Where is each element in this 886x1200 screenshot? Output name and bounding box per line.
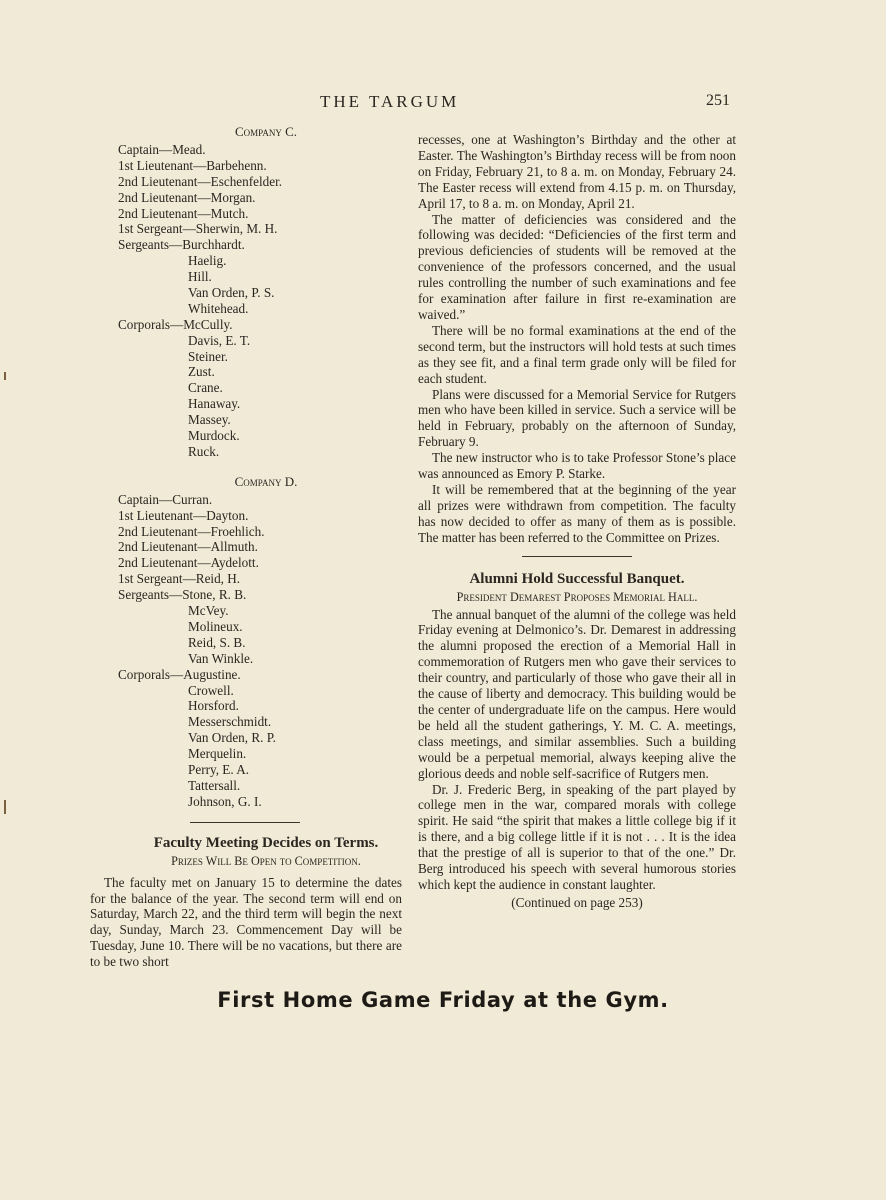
roster-line: Reid, S. B. — [188, 634, 246, 650]
roster-line: Whitehead. — [188, 300, 249, 316]
roster-line: Sergeants—Burchhardt. — [118, 237, 245, 253]
roster-line: 2nd Lieutenant—Aydelott. — [118, 555, 259, 571]
roster-line: Ruck. — [188, 443, 220, 459]
roster-line: Van Orden, P. S. — [188, 285, 275, 301]
company-c-heading: Company C. — [234, 124, 298, 139]
roster-line: 1st Sergeant—Reid, H. — [118, 571, 241, 587]
roster-line: Messerschmidt. — [188, 714, 272, 730]
roster-line: 1st Lieutenant—Dayton. — [118, 507, 249, 523]
company-c-roster — [118, 142, 402, 460]
roster-line: McVey. — [188, 603, 229, 619]
roster-line: 2nd Lieutenant—Mutch. — [118, 205, 249, 221]
faculty-headline: Faculty Meeting Decides on Terms. — [153, 834, 379, 851]
roster-line: 2nd Lieutenant—Froehlich. — [118, 523, 265, 539]
masthead-title: THE TARGUM — [320, 92, 460, 111]
faculty-paragraph-continued: recesses, one at Washington’s Birthday and the other at Easter. The Washington’s Birthday recess will be from noon on Friday, February 21, to 8 a. m. on Monday, February 24. The Easter recess will extend from 4.15 p. m. on Thursday, April 17, to 8 a. m. on Monday, April 21. — [418, 132, 736, 211]
roster-line: Corporals—Augustine. — [118, 666, 241, 682]
roster-line: 2nd Lieutenant—Allmuth. — [118, 539, 258, 555]
roster-line: Captain—Mead. — [118, 142, 206, 157]
continued-note: (Continued on page 253) — [511, 894, 643, 910]
roster-line: Massey. — [188, 412, 231, 428]
paper-speck — [4, 372, 6, 380]
roster-line: Haelig. — [188, 253, 227, 269]
company-d-heading: Company D. — [234, 473, 298, 489]
faculty-paragraph: There will be no formal examinations at the end of the second term, but the instructors will hold tests at such times as they see fit, and a final term grade only will be filed for each student. — [418, 322, 736, 386]
roster-line: Murdock. — [188, 428, 240, 444]
faculty-paragraph: The faculty met on January 15 to determine the dates for the balance of the year. The second term will end on Saturday, March 22, and the third term will begin the next day, Sunday, March 23. Commencement Day will be Tuesday, June 10. There will be no vacations, but there are to be two short — [90, 874, 402, 970]
roster-line: Van Orden, R. P. — [188, 730, 276, 746]
roster-line: Johnson, G. I. — [188, 793, 262, 809]
faculty-paragraph: Plans were discussed for a Memorial Service for Rutgers men who have been killed in service. Such a service will be held in February, probably on the afternoon of Sunday, February 9. — [418, 386, 736, 450]
page-number: 251 — [706, 92, 730, 109]
roster-line: Hill. — [188, 269, 212, 285]
roster-line: Perry, E. A. — [188, 761, 250, 777]
left-column — [90, 124, 402, 970]
roster-line: Corporals—McCully. — [118, 316, 233, 332]
roster-line: Steiner. — [188, 348, 228, 364]
roster-line: Molineux. — [188, 618, 243, 634]
game-banner: First Home Game Friday at the Gym. — [217, 988, 669, 1012]
faculty-paragraph: The matter of deficiencies was considered and the following was decided: “Deficiencies of the first term and previous deficiencies of students will be removed at the convenience of the professors concerned, and the usual rules controlling the number of such examinations and fee for examination after failure in first re-examination are waived.” — [418, 211, 736, 322]
roster-line: 2nd Lieutenant—Morgan. — [118, 189, 256, 205]
alumni-paragraph: The annual banquet of the alumni of the college was held Friday evening at Delmonico’s. Dr. Demarest in addressing the alumni proposed the erection of a Memorial Hall in commemoration of Rutgers men who gave their services to their country, and particularly of those who gave their all in the cause of liberty and democracy. This building would be the center of undergraduate life on the campus. Here would be held all the student gatherings, Y. M. C. A. meetings, class meetings, and similar assemblies. Such a building would be a perpetual memorial, always keeping alive the glorious deeds and noble self-sacrifice of Rutgers men. — [418, 606, 736, 781]
section-divider — [522, 556, 632, 557]
roster-line: Crane. — [188, 380, 223, 396]
right-column — [418, 132, 736, 911]
alumni-subhead: President Demarest Proposes Memorial Hall. — [456, 589, 698, 604]
roster-line: Tattersall. — [188, 777, 241, 793]
section-divider — [190, 822, 300, 823]
alumni-headline: Alumni Hold Successful Banquet. — [469, 570, 685, 587]
page-header — [0, 92, 886, 116]
alumni-paragraph: Dr. J. Frederic Berg, in speaking of the part played by college men in the war, compared morals with college spirit. He said “the spirit that makes a little college big if it is there, and a big college little if it is not . . . It is the idea that the prestige of all is superior to that of the one.” Dr. Berg introduced his speech with several humorous stories which kept the audience in constant laughter. — [418, 781, 736, 892]
roster-line: Sergeants—Stone, R. B. — [118, 587, 247, 603]
paper-speck — [4, 800, 6, 814]
roster-line: Davis, E. T. — [188, 332, 251, 348]
roster-line: Van Winkle. — [188, 650, 254, 666]
faculty-subhead: Prizes Will Be Open to Competition. — [171, 853, 361, 868]
faculty-paragraph: The new instructor who is to take Professor Stone’s place was announced as Emory P. Starke. — [418, 450, 736, 482]
roster-line: 1st Sergeant—Sherwin, M. H. — [118, 221, 278, 237]
roster-line: Horsford. — [188, 698, 239, 714]
company-d-roster — [118, 492, 402, 810]
roster-line: 1st Lieutenant—Barbehenn. — [118, 157, 267, 173]
faculty-paragraph: It will be remembered that at the beginning of the year all prizes were withdrawn from competition. The faculty has now decided to offer as many of them as is possible. The matter has been referred to the Committee on Prizes. — [418, 481, 736, 545]
roster-line: Merquelin. — [188, 746, 247, 762]
roster-line: Zust. — [188, 364, 215, 380]
roster-line: 2nd Lieutenant—Eschenfelder. — [118, 173, 283, 189]
roster-line: Hanaway. — [188, 396, 241, 412]
roster-line: Crowell. — [188, 682, 234, 698]
roster-line: Captain—Curran. — [118, 491, 213, 507]
